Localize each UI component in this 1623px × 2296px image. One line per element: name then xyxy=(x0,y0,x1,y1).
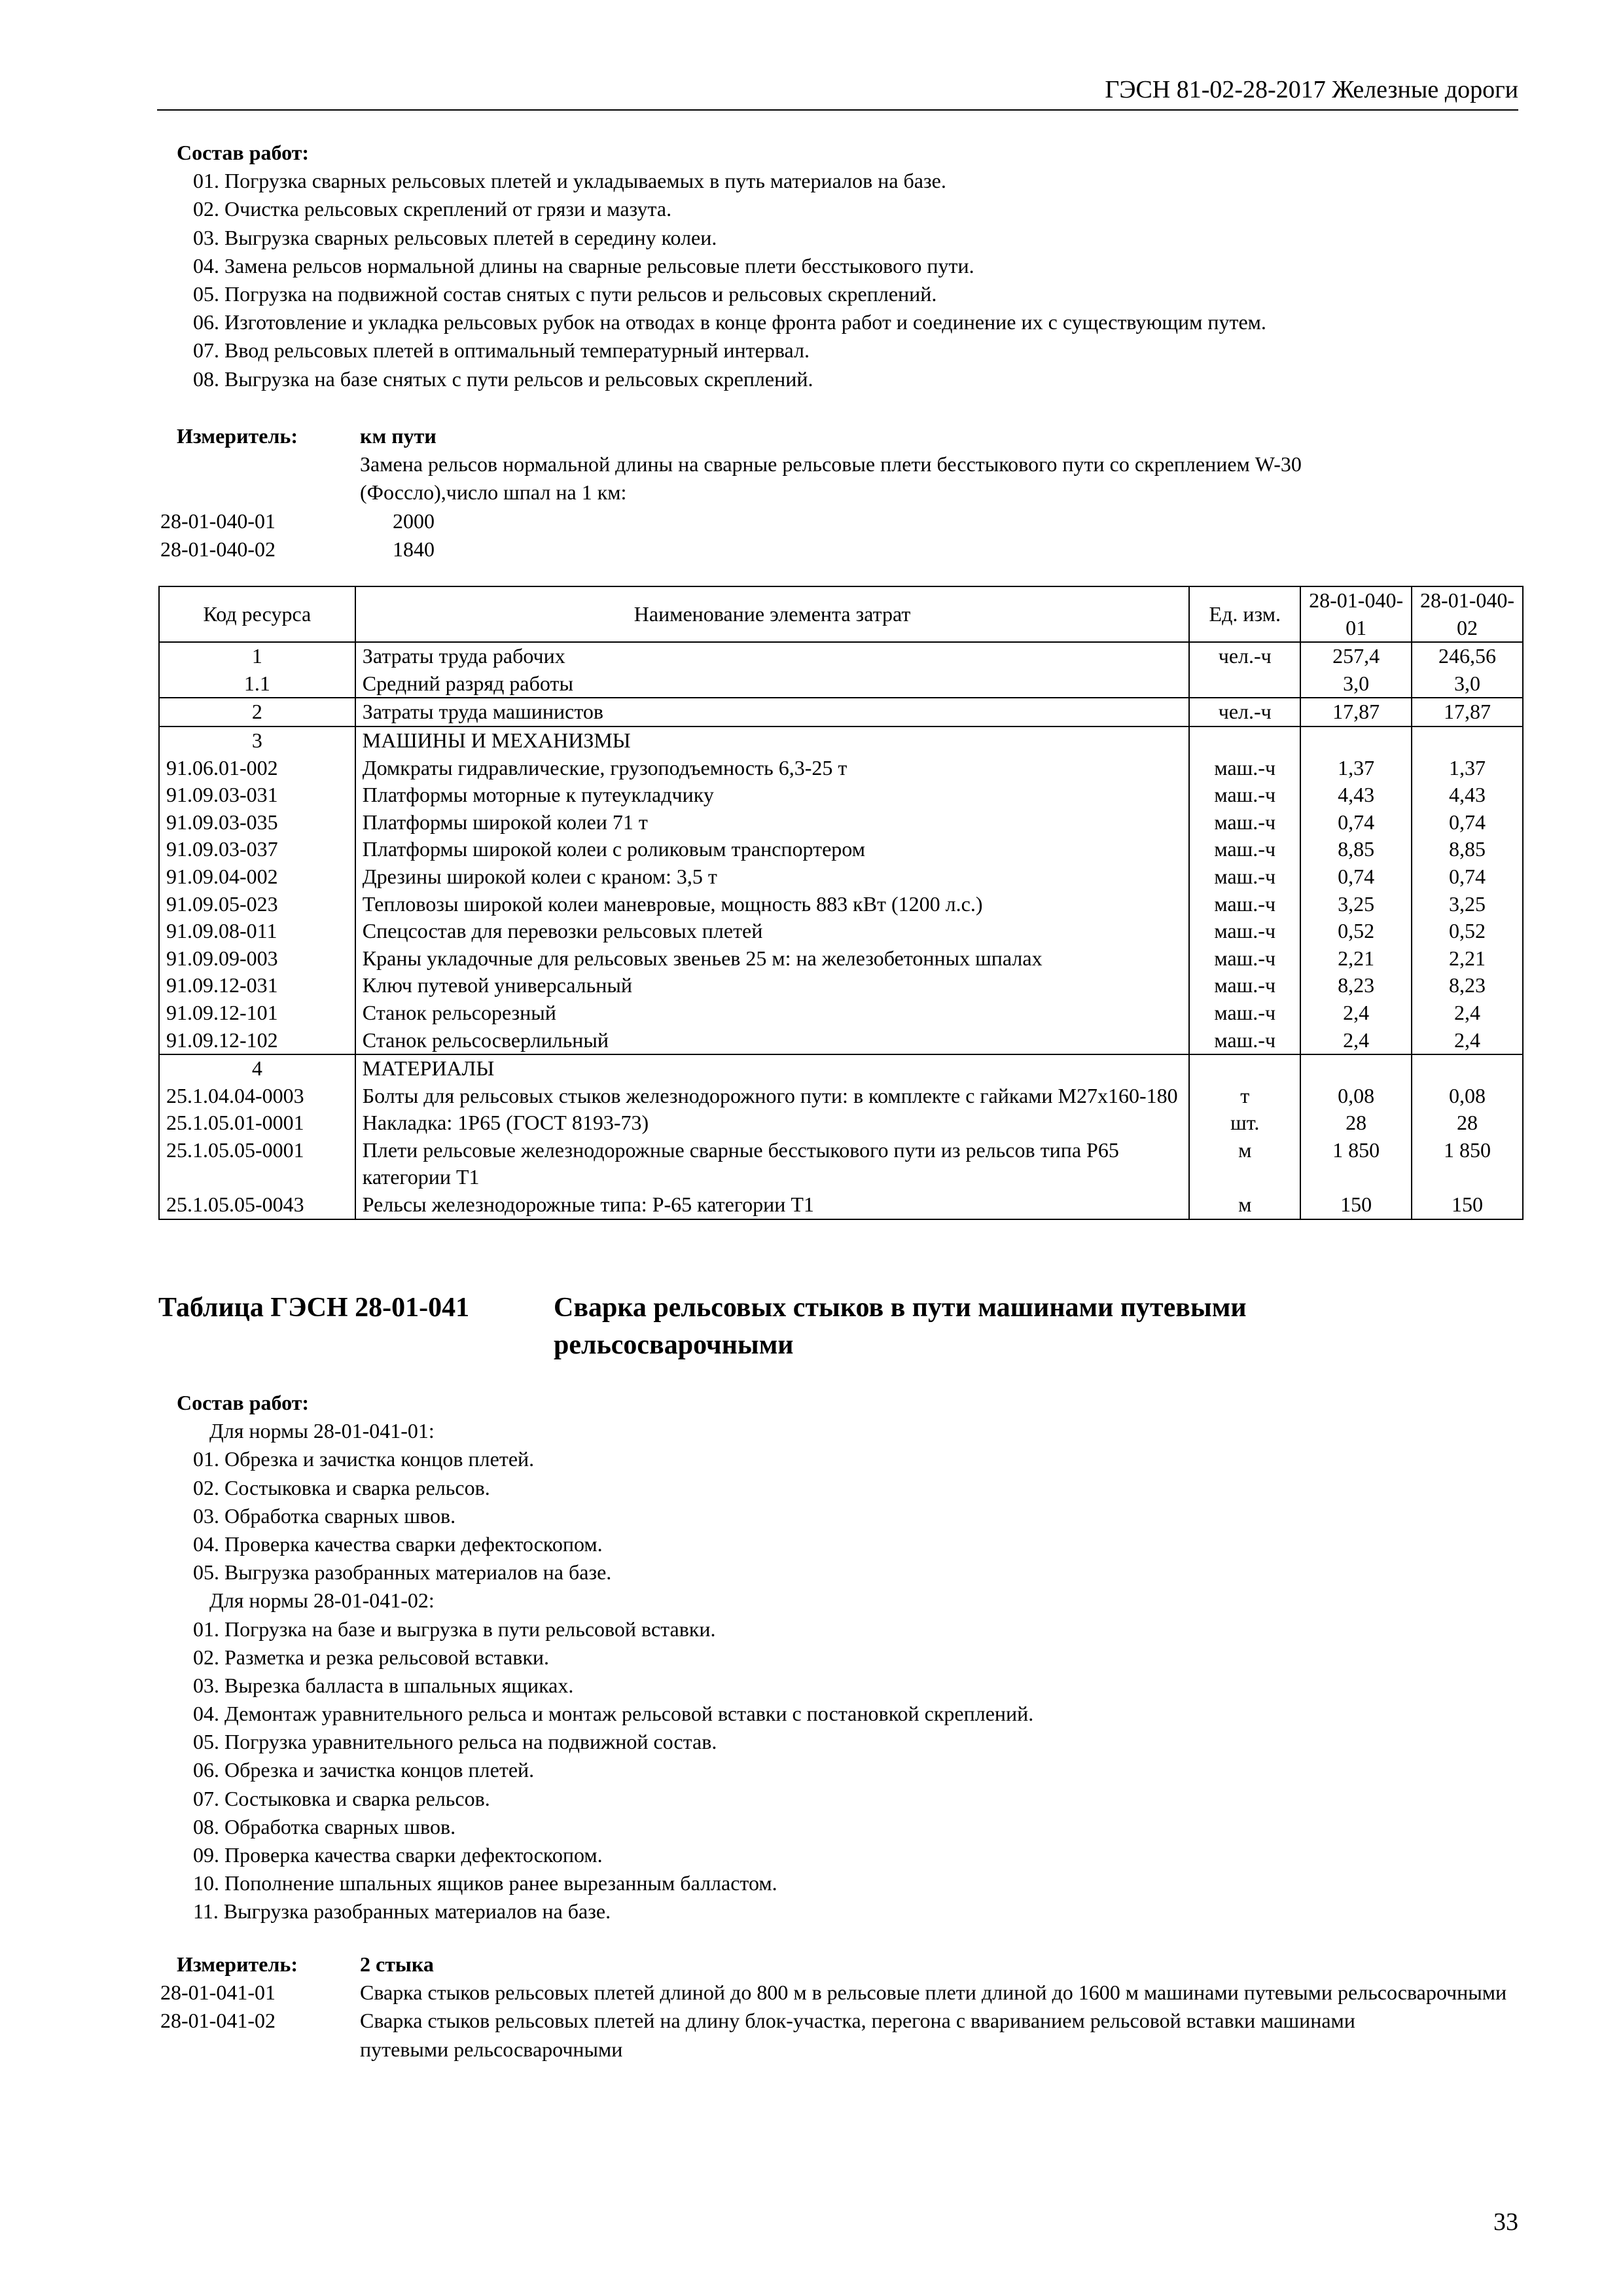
header-norm-2: 28-01-040-02 xyxy=(1412,586,1523,642)
resource-code: 91.09.03-037 xyxy=(159,836,355,863)
list-item: 09. Проверка качества сварки дефектоскопом. xyxy=(193,1843,603,1867)
value-norm-1: 150 xyxy=(1300,1191,1412,1219)
resource-code: 91.09.12-031 xyxy=(159,972,355,999)
resource-name: Станок рельсорезный xyxy=(355,999,1190,1027)
resource-code: 91.09.09-003 xyxy=(159,945,355,973)
table-title-label: Таблица ГЭСН 28-01-041 xyxy=(158,1293,470,1323)
table-row xyxy=(159,1027,1523,1055)
list-item: 06. Изготовление и укладка рельсовых рубок на отводах в конце фронта работ и соединение их с существующим путем. xyxy=(193,310,1266,334)
resource-unit: маш.-ч xyxy=(1189,755,1300,782)
table-row xyxy=(159,1054,1523,1083)
list-item: 05. Погрузка на подвижной состав снятых с пути рельсов и рельсовых скреплений. xyxy=(193,281,937,306)
measurer-label: Измеритель: xyxy=(177,1952,298,1976)
work-composition-2 xyxy=(177,1389,1518,1926)
list-item: 04. Замена рельсов нормальной длины на сварные рельсовые плети бесстыкового пути. xyxy=(193,253,974,278)
resource-code: 1.1 xyxy=(159,670,355,698)
value-norm-2: 0,74 xyxy=(1412,863,1523,891)
norm-code: 28-01-041-02 xyxy=(160,2009,276,2033)
value-norm-2: 2,4 xyxy=(1412,1027,1523,1055)
table-row xyxy=(159,670,1523,698)
resource-name: Средний разряд работы xyxy=(355,670,1190,698)
value-norm-2 xyxy=(1412,1054,1523,1083)
table-row xyxy=(159,809,1523,836)
list-item: 08. Выгрузка на базе снятых с пути рельсов и рельсовых скреплений. xyxy=(193,367,813,391)
resource-name: Затраты труда машинистов xyxy=(355,698,1190,726)
table-row xyxy=(159,863,1523,891)
value-norm-2: 246,56 xyxy=(1412,642,1523,670)
resource-code: 91.09.03-031 xyxy=(159,781,355,809)
resource-unit: маш.-ч xyxy=(1189,1027,1300,1055)
value-norm-1: 2,21 xyxy=(1300,945,1412,973)
list-item: 02. Разметка и резка рельсовой вставки. xyxy=(193,1645,549,1669)
section-code: 4 xyxy=(159,1054,355,1083)
value-norm-1: 1,37 xyxy=(1300,755,1412,782)
value-norm-2: 3,0 xyxy=(1412,670,1523,698)
resource-unit: маш.-ч xyxy=(1189,972,1300,999)
value-norm-2 xyxy=(1412,726,1523,755)
value-norm-1: 4,43 xyxy=(1300,781,1412,809)
measurer-block-2 xyxy=(160,1950,1535,2064)
measurer-description: Замена рельсов нормальной длины на сварные рельсовые плети бесстыкового пути со скреплением W-30 (Фоссло),число шпал на 1 км: xyxy=(360,452,1302,505)
resource-code: 25.1.05.05-0001 xyxy=(159,1137,355,1191)
table-row xyxy=(159,726,1523,755)
resource-name: Платформы моторные к путеукладчику xyxy=(355,781,1190,809)
header-resource-code: Код ресурса xyxy=(159,586,355,642)
table-row xyxy=(159,945,1523,973)
resource-name: Ключ путевой универсальный xyxy=(355,972,1190,999)
value-norm-2: 0,74 xyxy=(1412,809,1523,836)
list-item: 06. Обрезка и зачистка концов плетей. xyxy=(193,1758,535,1782)
norm-heading: Для нормы 28-01-041-01: xyxy=(209,1419,435,1443)
list-item: 07. Ввод рельсовых плетей в оптимальный температурный интервал. xyxy=(193,338,810,363)
page-number: 33 xyxy=(1493,2208,1518,2236)
resource-name: Болты для рельсовых стыков железнодорожного пути: в комплекте с гайками М27х160-180 xyxy=(355,1083,1190,1110)
resource-unit: маш.-ч xyxy=(1189,945,1300,973)
resource-code: 91.09.12-102 xyxy=(159,1027,355,1055)
value-norm-2: 1 850 xyxy=(1412,1137,1523,1191)
resource-name: Краны укладочные для рельсовых звеньев 25 м: на железобетонных шпалах xyxy=(355,945,1190,973)
value-norm-2: 0,52 xyxy=(1412,918,1523,945)
value-norm-1: 3,0 xyxy=(1300,670,1412,698)
section-name: МАТЕРИАЛЫ xyxy=(355,1054,1190,1083)
norm-code: 28-01-040-01 xyxy=(160,509,276,533)
resource-name: Спецсостав для перевозки рельсовых плетей xyxy=(355,918,1190,945)
resource-unit: м xyxy=(1189,1137,1300,1191)
running-header: ГЭСН 81-02-28-2017 Железные дороги xyxy=(157,73,1518,111)
header-norm-1: 28-01-040-01 xyxy=(1300,586,1412,642)
resource-code: 91.06.01-002 xyxy=(159,755,355,782)
resource-unit: т xyxy=(1189,1083,1300,1110)
table-row xyxy=(159,891,1523,918)
list-item: 01. Обрезка и зачистка концов плетей. xyxy=(193,1447,535,1471)
table-row xyxy=(159,1137,1523,1191)
resource-code: 91.09.03-035 xyxy=(159,809,355,836)
table-header-row xyxy=(159,586,1523,642)
resource-unit xyxy=(1189,670,1300,698)
work-list xyxy=(177,1417,1518,1926)
resource-code: 25.1.05.05-0043 xyxy=(159,1191,355,1219)
value-norm-1: 2,4 xyxy=(1300,999,1412,1027)
work-list xyxy=(177,167,1518,393)
value-norm-1: 257,4 xyxy=(1300,642,1412,670)
value-norm-1: 17,87 xyxy=(1300,698,1412,726)
table-row xyxy=(159,836,1523,863)
resource-unit xyxy=(1189,1054,1300,1083)
resource-name: Накладка: 1Р65 (ГОСТ 8193-73) xyxy=(355,1109,1190,1137)
resource-unit: маш.-ч xyxy=(1189,836,1300,863)
value-norm-1: 1 850 xyxy=(1300,1137,1412,1191)
sleeper-count: 2000 xyxy=(393,509,435,533)
resource-name: Платформы широкой колеи с роликовым транспортером xyxy=(355,836,1190,863)
norm-code: 28-01-041-01 xyxy=(160,1981,276,2005)
value-norm-2: 2,21 xyxy=(1412,945,1523,973)
value-norm-1: 2,4 xyxy=(1300,1027,1412,1055)
value-norm-1: 0,74 xyxy=(1300,809,1412,836)
resource-name: Платформы широкой колеи 71 т xyxy=(355,809,1190,836)
table-row xyxy=(159,918,1523,945)
list-item: 02. Очистка рельсовых скреплений от грязи и мазута. xyxy=(193,197,672,221)
value-norm-2: 3,25 xyxy=(1412,891,1523,918)
resource-code: 91.09.05-023 xyxy=(159,891,355,918)
table-row xyxy=(159,781,1523,809)
resource-code: 2 xyxy=(159,698,355,726)
resource-unit: шт. xyxy=(1189,1109,1300,1137)
work-composition-title: Состав работ: xyxy=(177,141,310,164)
section-name: МАШИНЫ И МЕХАНИЗМЫ xyxy=(355,726,1190,755)
value-norm-1: 0,74 xyxy=(1300,863,1412,891)
resource-code: 25.1.05.01-0001 xyxy=(159,1109,355,1137)
list-item: 05. Выгрузка разобранных материалов на базе. xyxy=(193,1560,612,1585)
resource-name: Станок рельсосверлильный xyxy=(355,1027,1190,1055)
resource-name: Тепловозы широкой колеи маневровые, мощность 883 кВт (1200 л.с.) xyxy=(355,891,1190,918)
table-row xyxy=(159,642,1523,670)
table-row xyxy=(159,755,1523,782)
norm-description: Сварка стыков рельсовых плетей на длину блок-участка, перегона с ввариванием рельсовой вставки машинами путевыми рельсосварочными xyxy=(360,2009,1355,2061)
list-item: 11. Выгрузка разобранных материалов на базе. xyxy=(193,1899,611,1924)
value-norm-1: 8,23 xyxy=(1300,972,1412,999)
resource-unit: маш.-ч xyxy=(1189,891,1300,918)
resource-name: Дрезины широкой колеи с краном: 3,5 т xyxy=(355,863,1190,891)
measurer-block-1 xyxy=(160,422,1535,564)
sleeper-count: 1840 xyxy=(393,537,435,561)
table-title-name: Сварка рельсовых стыков в пути машинами путевыми рельсосварочными xyxy=(554,1293,1247,1360)
work-composition-1 xyxy=(177,139,1518,393)
table-row xyxy=(159,999,1523,1027)
resource-table xyxy=(158,586,1524,1220)
table-row xyxy=(159,698,1523,726)
resource-unit: маш.-ч xyxy=(1189,781,1300,809)
work-composition-title: Состав работ: xyxy=(177,1391,310,1414)
code-row xyxy=(160,2007,1535,2063)
resource-unit: маш.-ч xyxy=(1189,863,1300,891)
value-norm-2: 0,08 xyxy=(1412,1083,1523,1110)
value-norm-2: 150 xyxy=(1412,1191,1523,1219)
list-item: 01. Погрузка сварных рельсовых плетей и укладываемых в путь материалов на базе. xyxy=(193,169,946,193)
list-item: 03. Выгрузка сварных рельсовых плетей в середину колеи. xyxy=(193,225,717,249)
resource-code: 91.09.12-101 xyxy=(159,999,355,1027)
measurer-label: Измеритель: xyxy=(177,424,298,448)
norm-code: 28-01-040-02 xyxy=(160,537,276,561)
list-item: 08. Обработка сварных швов. xyxy=(193,1814,456,1839)
list-item: 05. Погрузка уравнительного рельса на подвижной состав. xyxy=(193,1730,717,1754)
value-norm-1: 0,08 xyxy=(1300,1083,1412,1110)
code-row xyxy=(160,1979,1535,2007)
list-item: 04. Проверка качества сварки дефектоскопом. xyxy=(193,1532,603,1556)
resource-unit xyxy=(1189,726,1300,755)
resource-code: 1 xyxy=(159,642,355,670)
value-norm-2: 4,43 xyxy=(1412,781,1523,809)
table-row xyxy=(159,1109,1523,1137)
value-norm-2: 28 xyxy=(1412,1109,1523,1137)
value-norm-1: 3,25 xyxy=(1300,891,1412,918)
list-item: 01. Погрузка на базе и выгрузка в пути рельсовой вставки. xyxy=(193,1617,716,1641)
norm-description: Сварка стыков рельсовых плетей длиной до 800 м в рельсовые плети длиной до 1600 м машинами путевыми рельсосварочными xyxy=(360,1981,1507,2005)
resource-name: Затраты труда рабочих xyxy=(355,642,1190,670)
norm-heading: Для нормы 28-01-041-02: xyxy=(209,1588,435,1613)
list-item: 04. Демонтаж уравнительного рельса и монтаж рельсовой вставки с постановкой скреплений. xyxy=(193,1702,1034,1726)
list-item: 07. Состыковка и сварка рельсов. xyxy=(193,1786,490,1810)
resource-unit: чел.-ч xyxy=(1189,642,1300,670)
value-norm-2: 2,4 xyxy=(1412,999,1523,1027)
measurer-unit: км пути xyxy=(360,424,437,448)
resource-unit: маш.-ч xyxy=(1189,918,1300,945)
value-norm-2: 8,85 xyxy=(1412,836,1523,863)
value-norm-2: 17,87 xyxy=(1412,698,1523,726)
value-norm-1 xyxy=(1300,1054,1412,1083)
code-row xyxy=(160,535,1535,564)
header-unit: Ед. изм. xyxy=(1189,586,1300,642)
resource-unit: м xyxy=(1189,1191,1300,1219)
code-row xyxy=(160,507,1535,535)
value-norm-2: 8,23 xyxy=(1412,972,1523,999)
table-row xyxy=(159,972,1523,999)
resource-name: Рельсы железнодорожные типа: Р-65 категории Т1 xyxy=(355,1191,1190,1219)
measurer-unit: 2 стыка xyxy=(360,1952,434,1976)
list-item: 03. Обработка сварных швов. xyxy=(193,1503,456,1528)
value-norm-1 xyxy=(1300,726,1412,755)
value-norm-1: 8,85 xyxy=(1300,836,1412,863)
value-norm-1: 0,52 xyxy=(1300,918,1412,945)
value-norm-1: 28 xyxy=(1300,1109,1412,1137)
table-row xyxy=(159,1083,1523,1110)
section-code: 3 xyxy=(159,726,355,755)
resource-code: 91.09.08-011 xyxy=(159,918,355,945)
resource-unit: маш.-ч xyxy=(1189,809,1300,836)
resource-code: 25.1.04.04-0003 xyxy=(159,1083,355,1110)
list-item: 10. Пополнение шпальных ящиков ранее вырезанным балластом. xyxy=(193,1871,777,1895)
resource-unit: чел.-ч xyxy=(1189,698,1300,726)
resource-code: 91.09.04-002 xyxy=(159,863,355,891)
resource-unit: маш.-ч xyxy=(1189,999,1300,1027)
table-row xyxy=(159,1191,1523,1219)
value-norm-2: 1,37 xyxy=(1412,755,1523,782)
resource-name: Домкраты гидравлические, грузоподъемность 6,3-25 т xyxy=(355,755,1190,782)
list-item: 03. Вырезка балласта в шпальных ящиках. xyxy=(193,1673,574,1697)
resource-name: Плети рельсовые железнодорожные сварные бесстыкового пути из рельсов типа Р65 категории Т1 xyxy=(355,1137,1190,1191)
list-item: 02. Состыковка и сварка рельсов. xyxy=(193,1475,490,1499)
header-cost-element: Наименование элемента затрат xyxy=(355,586,1190,642)
